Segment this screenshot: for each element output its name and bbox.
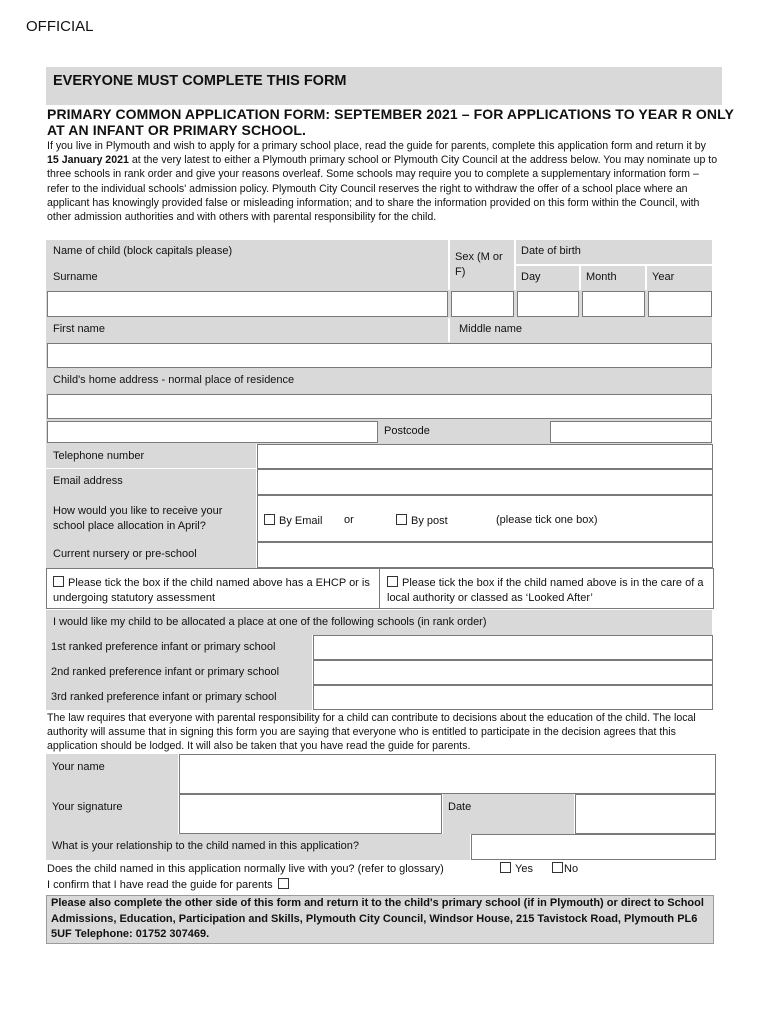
year-label: Year bbox=[652, 271, 675, 283]
pref3-header bbox=[46, 685, 312, 710]
date-label: Date bbox=[448, 801, 472, 813]
confirm-guide: I confirm that I have read the guide for parents bbox=[47, 878, 293, 891]
child-name-header bbox=[46, 240, 448, 266]
schools-header-label: I would like my child to be allocated a place at one of the following schools (in rank order) bbox=[53, 616, 487, 628]
relationship-header bbox=[46, 834, 470, 860]
form-title: PRIMARY COMMON APPLICATION FORM: SEPTEMBER 2021 – FOR APPLICATIONS TO YEAR R ONLY AT AN INFANT OR PRIMARY SCHOOL. bbox=[47, 106, 734, 138]
intro-part2: at the very latest to either a Plymouth primary school or Plymouth City Council at the address below. You may nominate up to three schools in rank order and give your reasons overleaf. Some schools may require you to complete a supplementary information form – refer to the individual schools' admission policy. Plymouth City Council reserves the right to withdraw the offer of a school place where an applicant has knowingly provided false or misleading information; and to share the information provided on this form within the Council, with other admission authorities and with others with parental responsibility for the child. bbox=[47, 154, 718, 224]
your-name-label: Your name bbox=[52, 761, 105, 773]
address-field-line2[interactable] bbox=[47, 421, 378, 443]
sex-label: Sex (M or F) bbox=[455, 251, 503, 278]
email-checkbox[interactable] bbox=[264, 514, 275, 525]
address-label: Child's home address - normal place of residence bbox=[53, 374, 295, 386]
dob-month-field[interactable] bbox=[582, 291, 645, 317]
law-paragraph: The law requires that everyone with parental responsibility for a child can contribute to decisions about the education of the child. The local authority will assume that in signing this form you are saying that everyone who is entitled to participate in the decision agrees that this application should be lodged. It will also be taken that you have read the guide for parents. bbox=[47, 712, 696, 753]
footer-text: Please also complete the other side of this form and return it to the child's primary school (if in Plymouth) or direct to School Admissions, Education, Participation and Skills, Plymouth City Council, Windsor House, 215 Tavistock Road, Plymouth PL6 5UF Telephone: 01752 307469. bbox=[51, 897, 704, 940]
month-header bbox=[581, 266, 645, 290]
confirm-checkbox[interactable] bbox=[278, 878, 289, 889]
address-header bbox=[46, 369, 712, 393]
telephone-field[interactable] bbox=[257, 444, 713, 469]
first-name-label: First name bbox=[53, 323, 105, 335]
nursery-header bbox=[46, 542, 256, 568]
pref1-field[interactable] bbox=[313, 635, 713, 660]
sex-header bbox=[450, 240, 514, 290]
receive-label: How would you like to receive your school place allocation in April? bbox=[53, 505, 223, 532]
signature-header bbox=[46, 794, 178, 834]
day-label: Day bbox=[521, 271, 541, 283]
by-post-option[interactable]: By post bbox=[396, 514, 448, 527]
ehcp-checkbox[interactable] bbox=[53, 576, 64, 587]
email-field[interactable] bbox=[257, 469, 713, 495]
middle-name-header bbox=[450, 318, 712, 342]
intro-text bbox=[47, 139, 719, 224]
dob-year-field[interactable] bbox=[648, 291, 712, 317]
your-name-header bbox=[46, 754, 178, 794]
official-marking: OFFICIAL bbox=[26, 18, 94, 35]
day-header bbox=[516, 266, 579, 290]
no-checkbox[interactable] bbox=[552, 862, 563, 873]
receive-header bbox=[46, 495, 256, 542]
looked-after-text: Please tick the box if the child named above is in the care of a local authority or classed as ‘Looked After’ bbox=[387, 577, 704, 604]
signature-field[interactable] bbox=[179, 794, 442, 834]
nursery-label: Current nursery or pre-school bbox=[53, 548, 197, 560]
pref2-header bbox=[46, 660, 312, 685]
dob-label: Date of birth bbox=[521, 245, 581, 257]
intro-deadline: 15 January 2021 bbox=[47, 154, 129, 167]
schools-header bbox=[46, 610, 712, 635]
post-checkbox[interactable] bbox=[396, 514, 407, 525]
relationship-field[interactable] bbox=[471, 834, 716, 860]
yes-checkbox[interactable] bbox=[500, 862, 511, 873]
your-name-field[interactable] bbox=[179, 754, 716, 794]
by-email-option[interactable]: By Email bbox=[264, 514, 322, 527]
telephone-header bbox=[46, 444, 256, 468]
postcode-field[interactable] bbox=[550, 421, 712, 443]
email-label: Email address bbox=[53, 475, 123, 487]
banner-text: EVERYONE MUST COMPLETE THIS FORM bbox=[53, 73, 347, 89]
first-middle-name-field[interactable] bbox=[47, 343, 712, 368]
or-text: or bbox=[344, 514, 354, 526]
yes-option[interactable]: Yes bbox=[500, 862, 533, 875]
no-option[interactable]: No bbox=[552, 862, 578, 875]
banner bbox=[46, 67, 722, 105]
pref3-field[interactable] bbox=[313, 685, 713, 710]
surname-header bbox=[46, 266, 448, 290]
surname-field[interactable] bbox=[47, 291, 448, 317]
looked-after-box bbox=[379, 568, 714, 609]
child-name-label: Name of child (block capitals please) bbox=[53, 245, 233, 257]
ehcp-box bbox=[46, 568, 380, 609]
date-field[interactable] bbox=[575, 794, 716, 834]
dob-header bbox=[516, 240, 712, 264]
pref3-label: 3rd ranked preference infant or primary school bbox=[51, 691, 277, 703]
footer-box bbox=[46, 895, 714, 944]
looked-after-checkbox[interactable] bbox=[387, 576, 398, 587]
first-name-header bbox=[46, 318, 448, 342]
ehcp-text: Please tick the box if the child named above has a EHCP or is undergoing statutory assessment bbox=[53, 577, 370, 604]
pref1-header bbox=[46, 635, 312, 660]
live-with-question: Does the child named in this application normally live with you? (refer to glossary) bbox=[47, 863, 444, 875]
receive-options bbox=[257, 495, 713, 542]
email-header bbox=[46, 469, 256, 495]
telephone-label: Telephone number bbox=[53, 450, 145, 462]
signature-label: Your signature bbox=[52, 801, 123, 813]
postcode-label: Postcode bbox=[384, 425, 430, 437]
pref1-label: 1st ranked preference infant or primary school bbox=[51, 641, 276, 653]
tick-one-hint: (please tick one box) bbox=[496, 514, 598, 526]
surname-label: Surname bbox=[53, 271, 98, 283]
month-label: Month bbox=[586, 271, 617, 283]
nursery-field[interactable] bbox=[257, 542, 713, 568]
year-header bbox=[647, 266, 712, 290]
sex-field[interactable] bbox=[451, 291, 514, 317]
dob-day-field[interactable] bbox=[517, 291, 579, 317]
pref2-label: 2nd ranked preference infant or primary school bbox=[51, 666, 280, 678]
pref2-field[interactable] bbox=[313, 660, 713, 685]
middle-name-label: Middle name bbox=[459, 323, 522, 335]
relationship-label: What is your relationship to the child named in this application? bbox=[52, 840, 359, 852]
date-header bbox=[443, 794, 574, 834]
intro-part1: If you live in Plymouth and wish to apply for a primary school place, read the guide for parents, complete this application form and return it by bbox=[47, 140, 706, 152]
address-field[interactable] bbox=[47, 394, 712, 419]
